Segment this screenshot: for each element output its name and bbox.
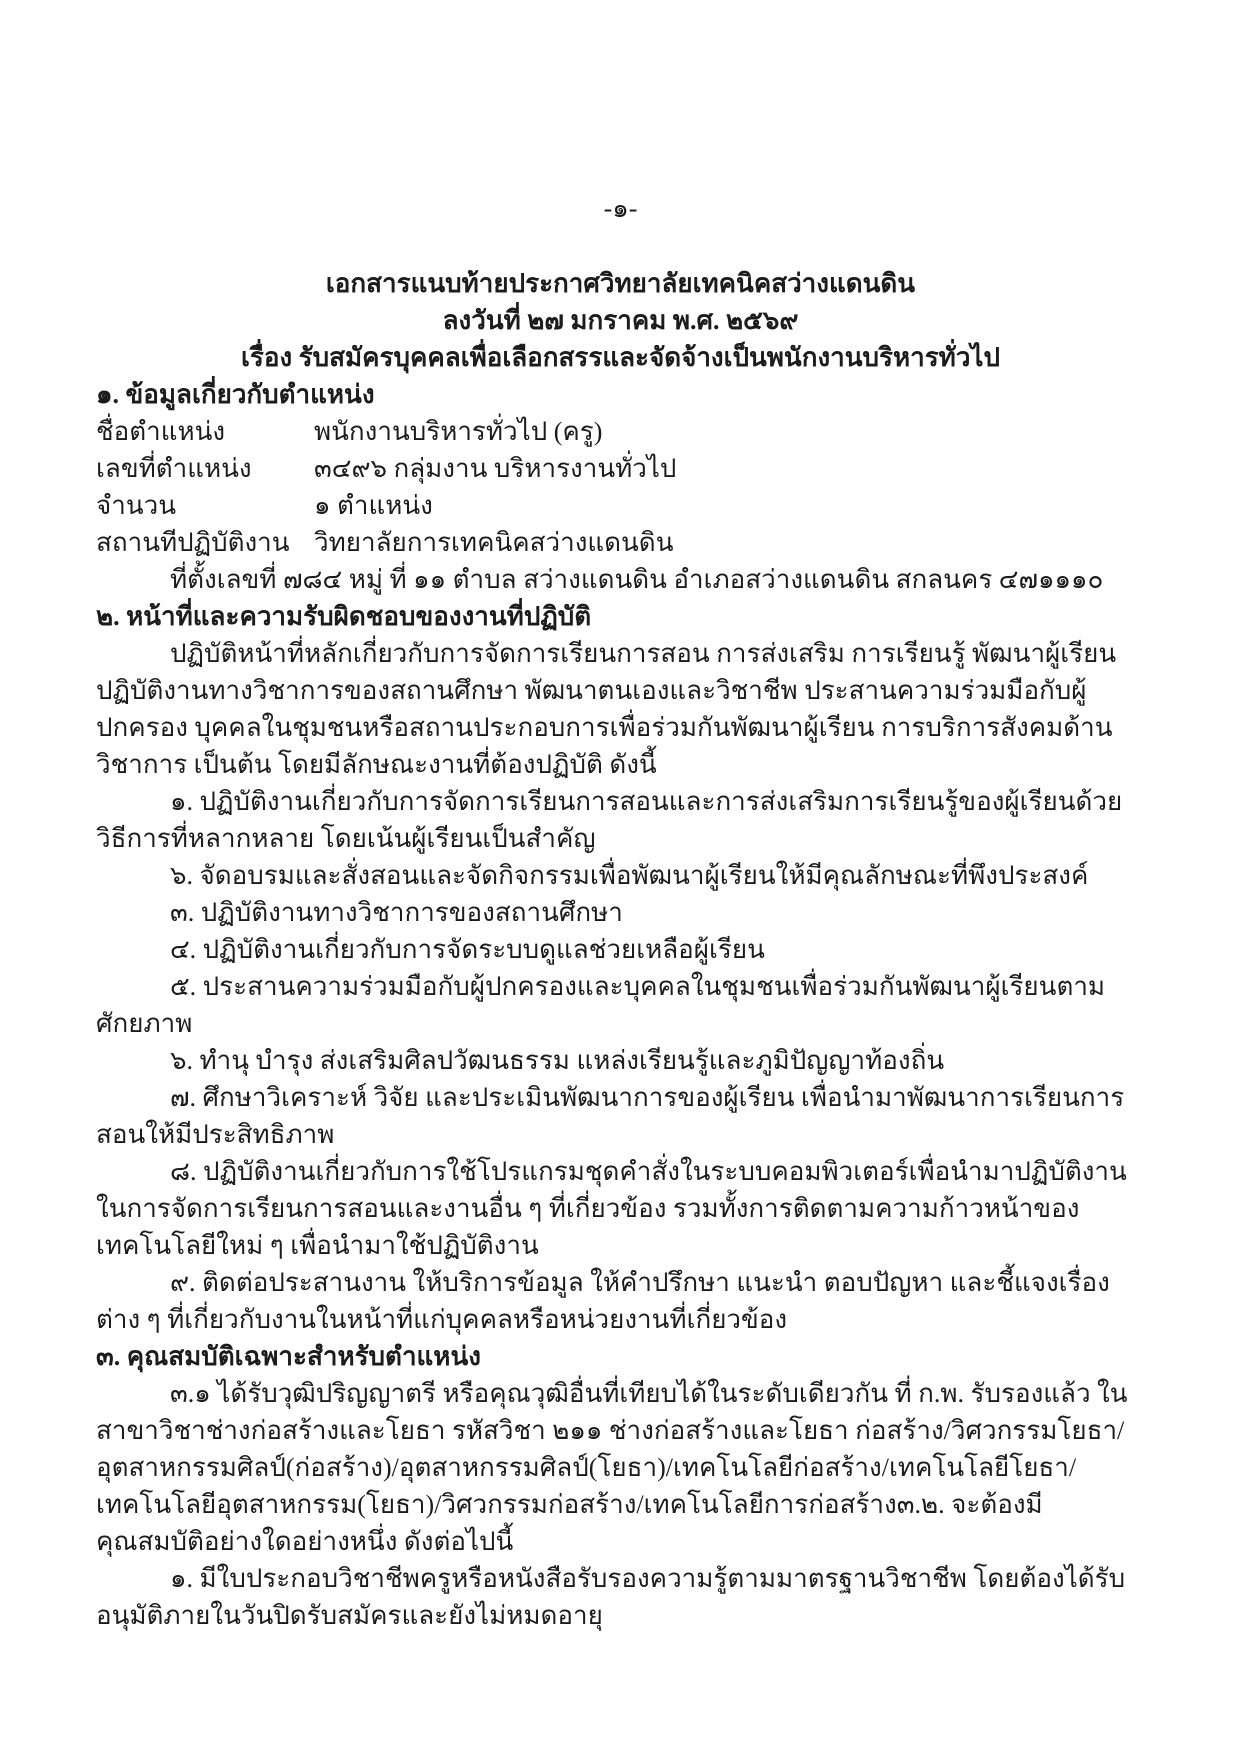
field-value: วิทยาลัยการเทคนิคสว่างแดนดิน — [314, 528, 674, 557]
field-label: เลขที่ตำแหน่ง — [96, 454, 252, 483]
duty-item: ๘. ปฏิบัติงานเกี่ยวกับการใช้โปรแกรมชุดคำสั่งในระบบคอมพิวเตอร์เพื่อนำมาปฏิบัติงานในการจัดการเรียนการสอนและงานอื่น ๆ ที่เกี่ยวข้อง รวมทั้งการติดตามความก้าวหน้าของเทคโนโลยีใหม่ ๆ เพื่อนำมาใช้ปฏิบัติงาน — [96, 1157, 1127, 1260]
field-position-number — [96, 450, 1145, 487]
section2-intro: ปฏิบัติหน้าที่หลักเกี่ยวกับการจัดการเรียนการสอน การส่งเสริม การเรียนรู้ พัฒนาผู้เรียน ปฏิบัติงานทางวิชาการของสถานศึกษา พัฒนาตนเองและวิชาชีพ ประสานความร่วมมือกับผู้ปกครอง บุคคลในชุมชนหรือสถานประกอบการเพื่อร่วมกันพัฒนาผู้เรียน การบริการสังคมด้านวิชาการ เป็นต้น โดยมีลักษณะงานที่ต้องปฏิบัติ ดังนี้ — [96, 639, 1117, 779]
field-position-name — [96, 413, 1145, 450]
field-value: พนักงานบริหารทั่วไป (ครู) — [314, 417, 603, 446]
duty-item: ๔. ปฏิบัติงานเกี่ยวกับการจัดระบบดูแลช่วยเหลือผู้เรียน — [170, 935, 765, 964]
duty-item: ๕. ประสานความร่วมมือกับผู้ปกครองและบุคคลในชุมชนเพื่อร่วมกันพัฒนาผู้เรียนตามศักยภาพ — [96, 972, 1106, 1038]
duty-item: ๗. ศึกษาวิเคราะห์ วิจัย และประเมินพัฒนาการของผู้เรียน เพื่อนำมาพัฒนาการเรียนการสอนให้มีประสิทธิภาพ — [96, 1083, 1125, 1149]
duty-item: ๙. ติดต่อประสานงาน ให้บริการข้อมูล ให้คำปรึกษา แนะนำ ตอบปัญหา และชี้แจงเรื่องต่าง ๆ ที่เกี่ยวกับงานในหน้าที่แก่บุคคลหรือหน่วยงานที่เกี่ยวข้อง — [96, 1268, 1110, 1334]
title-line-3: เรื่อง รับสมัครบุคคลเพื่อเลือกสรรและจัดจ้างเป็นพนักงานบริหารทั่วไป — [240, 343, 1000, 372]
duty-item: ๑. ปฏิบัติงานเกี่ยวกับการจัดการเรียนการสอนและการส่งเสริมการเรียนรู้ของผู้เรียนด้วยวิธีการที่หลากหลาย โดยเน้นผู้เรียนเป็นสำคัญ — [96, 787, 1123, 853]
title-line-1: เอกสารแนบท้ายประกาศวิทยาลัยเทคนิคสว่างแดนดิน — [325, 269, 916, 298]
field-label: สถานทีปฏิบัติงาน — [96, 528, 290, 557]
field-workplace — [96, 524, 1145, 561]
title-line-2: ลงวันที่ ๒๗ มกราคม พ.ศ. ๒๕๖๙ — [442, 306, 799, 335]
section1-heading: ๑. ข้อมูลเกี่ยวกับตำแหน่ง — [96, 380, 375, 409]
qualification-paragraph: ๑. มีใบประกอบวิชาชีพครูหรือหนังสือรับรองความรู้ตามมาตรฐานวิชาชีพ โดยต้องได้รับอนุมัติภายในวันปิดรับสมัครและยังไม่หมดอายุ — [96, 1564, 1126, 1630]
page-number: -๑- — [603, 194, 638, 223]
qualification-paragraph: ๓.๑ ได้รับวุฒิปริญญาตรี หรือคุณวุฒิอื่นที่เทียบได้ในระดับเดียวกัน ที่ ก.พ. รับรองแล้ว ในสาขาวิชาช่างก่อสร้างและโยธา รหัสวิชา ๒๑๑ ช่างก่อสร้างและโยธา ก่อสร้าง/วิศวกรรมโยธา/อุตสาหกรรมศิลป์(ก่อสร้าง)/อุตสาหกรรมศิลป์(โยธา)/เทคโนโลยีก่อสร้าง/เทคโนโลยีโยธา/เทคโนโลยีอุตสาหกรรม(โยธา)/วิศวกรรมก่อสร้าง/เทคโนโลยีการก่อสร้าง๓.๒. จะต้องมีคุณสมบัติอย่างใดอย่างหนึ่ง ดังต่อไปนี้ — [96, 1379, 1128, 1556]
field-quantity — [96, 487, 1145, 524]
field-label: จำนวน — [96, 491, 176, 520]
duty-item: ๓. ปฏิบัติงานทางวิชาการของสถานศึกษา — [170, 898, 623, 927]
document-title — [96, 265, 1145, 376]
duty-item: ๖. จัดอบรมและสั่งสอนและจัดกิจกรรมเพื่อพัฒนาผู้เรียนให้มีคุณลักษณะที่พึงประสงค์ — [170, 861, 1089, 890]
section3-heading: ๓. คุณสมบัติเฉพาะสำหรับตำแหน่ง — [96, 1342, 481, 1371]
field-value: ๓๔๙๖ กลุ่มงาน บริหารงานทั่วไป — [314, 454, 677, 483]
field-label: ชื่อตำแหน่ง — [96, 417, 226, 446]
field-value: ๑ ตำแหน่ง — [314, 491, 433, 520]
section2-heading: ๒. หน้าที่และความรับผิดชอบของงานที่ปฏิบัติ — [96, 602, 592, 631]
workplace-address: ที่ตั้งเลขที่ ๗๘๔ หมู่ ที่ ๑๑ ตำบล สว่างแดนดิน อำเภอสว่างแดนดิน สกลนคร ๔๗๑๑๑๐ — [170, 565, 1104, 594]
duty-item: ๖. ทำนุ บำรุง ส่งเสริมศิลปวัฒนธรรม แหล่งเรียนรู้และภูมิปัญญาท้องถิ่น — [170, 1046, 945, 1075]
